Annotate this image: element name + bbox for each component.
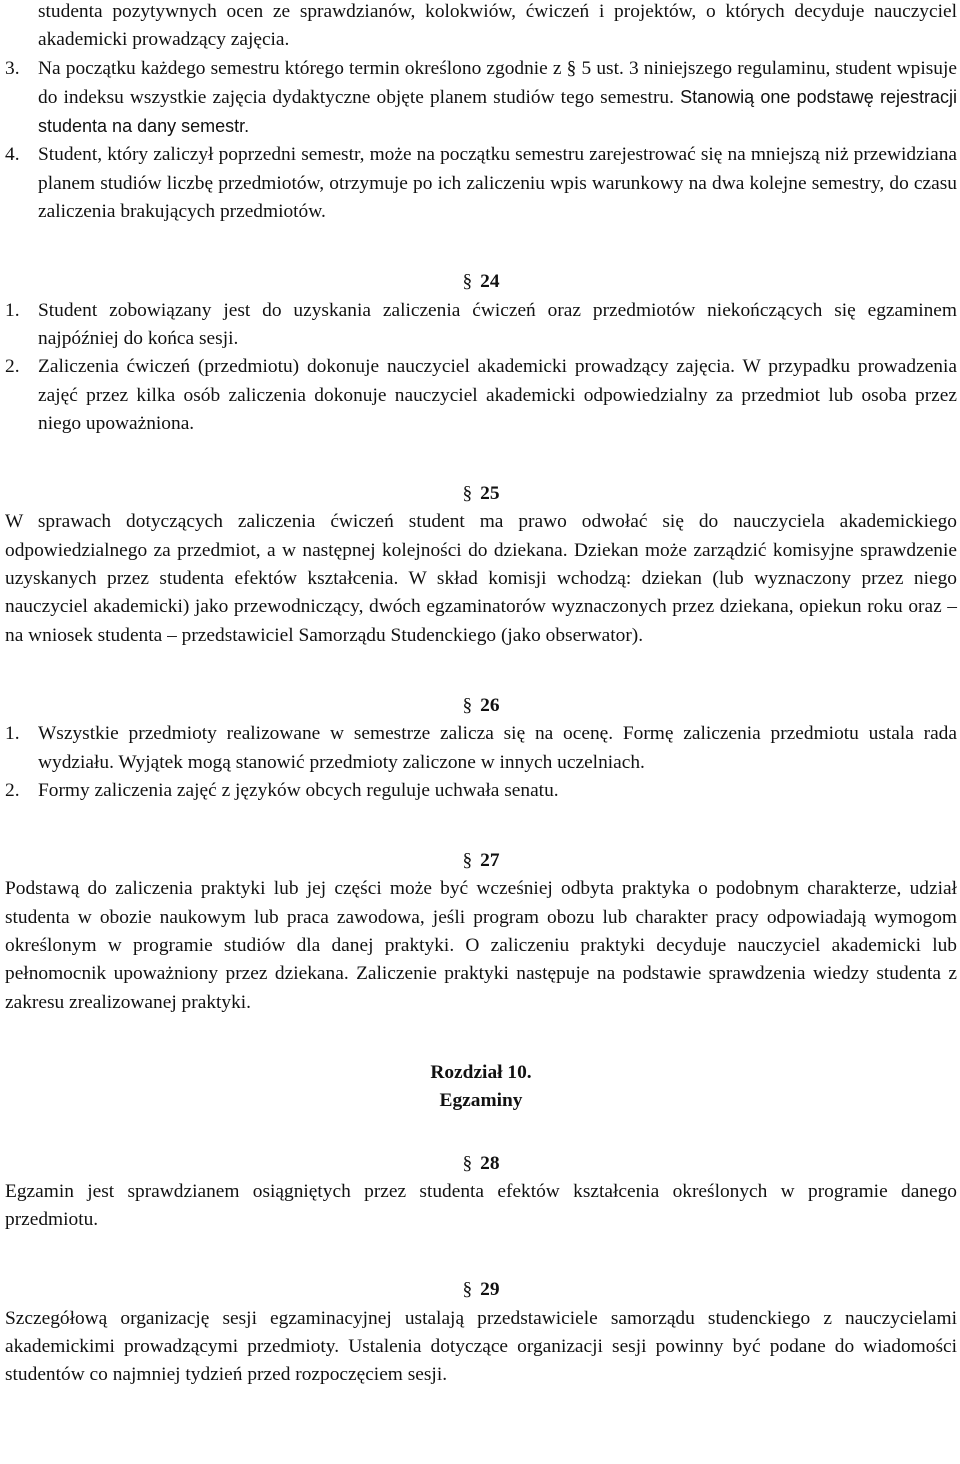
item-3 [5,55,957,142]
section-symbol: § [462,1279,473,1301]
section-26-item-1 [5,720,957,777]
section-number: 26 [480,694,500,716]
section-25-text: W sprawach dotyczących zaliczenia ćwiczeń student ma prawo odwołać się do nauczyciela akademickiego odpowiedzialnego za przedmiot, a w następnej kolejności do dziekana. Dziekan może zarządzić komisyjne sprawdzenie uzyskanych przez studenta efektów kształcenia. W skład komisji wchodzą: dziekan (lub wyznaczony przez niego nauczyciel akademicki) jako przewodniczący, dwóch egzaminatorów wyznaczonych przez dziekana, opiekun roku oraz – na wniosek studenta – przedstawiciel Samorządu Studenckiego (jako obserwator). [5,511,957,646]
item-text-sans: Stanowią one podstawę rejestracji studenta na dany semestr. [38,86,957,137]
item-text: Student, który zaliczył poprzedni semestr, może na początku semestru zarejestrować się na mniejszą niż przewidziana planem studiów liczbę przedmiotów, otrzymuje po ich zaliczeniu wpis warunkowy na dwa kolejne semestry, do czasu zaliczenia brakujących przedmiotów. [38,144,957,223]
item-number: 2. [5,356,20,378]
item-text: Zaliczenia ćwiczeń (przedmiotu) dokonuje nauczyciel akademicki prowadzący zajęcia. W przypadku prowadzenia zajęć przez kilka osób zaliczenia dokonuje nauczyciel akademicki odpowiedzialny za przedmiot lub osoba przez niego upoważniona. [38,356,957,434]
section-24-item-2 [5,353,957,438]
section-symbol: § [462,271,473,293]
section-number: 29 [480,1279,500,1301]
item-number: 1. [5,723,20,745]
section-27-text: Podstawą do zaliczenia praktyki lub jej części może być wcześniej odbyta praktyka o podobnym charakterze, udział studenta w obozie naukowym lub praca zawodowa, jeśli program obozu lub charakter pracy odpowiadają wymogom określonym w programie studiów dla danej praktyki. O zaliczeniu praktyki decyduje nauczyciel akademicki lub pełnomocnik upoważniony przez dziekana. Zaliczenie praktyki następuje na podstawie sprawdzenia wiedzy studenta z zakresu zrealizowanej praktyki. [5,878,957,1013]
item-number: 4. [5,144,20,166]
chapter-subtitle: Egzaminy [439,1090,523,1112]
item-number: 3. [5,57,20,79]
item-2-continuation: studenta pozytywnych ocen ze sprawdzianów, kolokwiów, ćwiczeń i projektów, o których decyduje nauczyciel akademicki prowadzący zajęcia. [38,1,957,51]
section-heading-24 [5,268,957,296]
section-24-item-1 [5,297,957,354]
section-symbol: § [462,850,473,872]
section-symbol: § [462,1152,473,1174]
document-page [5,0,957,1390]
section-heading-25 [5,480,957,508]
item-4 [5,141,957,226]
item-text: Formy zaliczenia zajęć z języków obcych reguluje uchwała senatu. [38,779,559,801]
section-symbol: § [462,483,473,505]
section-number: 27 [480,850,500,872]
item-text: Na początku każdego semestru którego termin określono zgodnie z § 5 ust. 3 niniejszego regulaminu, student wpisuje do indeksu wszystkie zajęcia dydaktyczne objęte planem studiów tego semestru. [38,57,957,108]
section-heading-27 [5,847,957,875]
chapter-title: Rozdział 10. [430,1061,532,1083]
item-number: 2. [5,779,20,801]
section-number: 25 [480,483,500,505]
item-number: 1. [5,299,20,321]
section-heading-29 [5,1276,957,1304]
item-text: Student zobowiązany jest do uzyskania zaliczenia ćwiczeń oraz przedmiotów niekończących się egzaminem najpóźniej do końca sesji. [38,299,957,349]
section-number: 28 [480,1152,500,1174]
section-number: 24 [480,271,500,293]
section-28-text: Egzamin jest sprawdzianem osiągniętych przez studenta efektów kształcenia określonych w programie danego przedmiotu. [5,1180,957,1231]
section-26-item-2 [5,777,957,805]
section-heading-28 [5,1150,957,1178]
section-29-text: Szczegółową organizację sesji egzaminacyjnej ustalają przedstawiciele samorządu studenckiego z nauczycielami akademickimi prowadzącymi przedmioty. Ustalenia dotyczące organizacji sesji powinny być podane do wiadomości studentów co najmniej tydzień przed rozpoczęciem sesji. [5,1307,957,1386]
item-text: Wszystkie przedmioty realizowane w semestrze zalicza się na ocenę. Formę zaliczenia przedmiotu ustala rada wydziału. Wyjątek mogą stanowić przedmioty zaliczone w innych uczelniach. [38,723,957,773]
section-symbol: § [462,694,473,716]
section-heading-26 [5,692,957,720]
